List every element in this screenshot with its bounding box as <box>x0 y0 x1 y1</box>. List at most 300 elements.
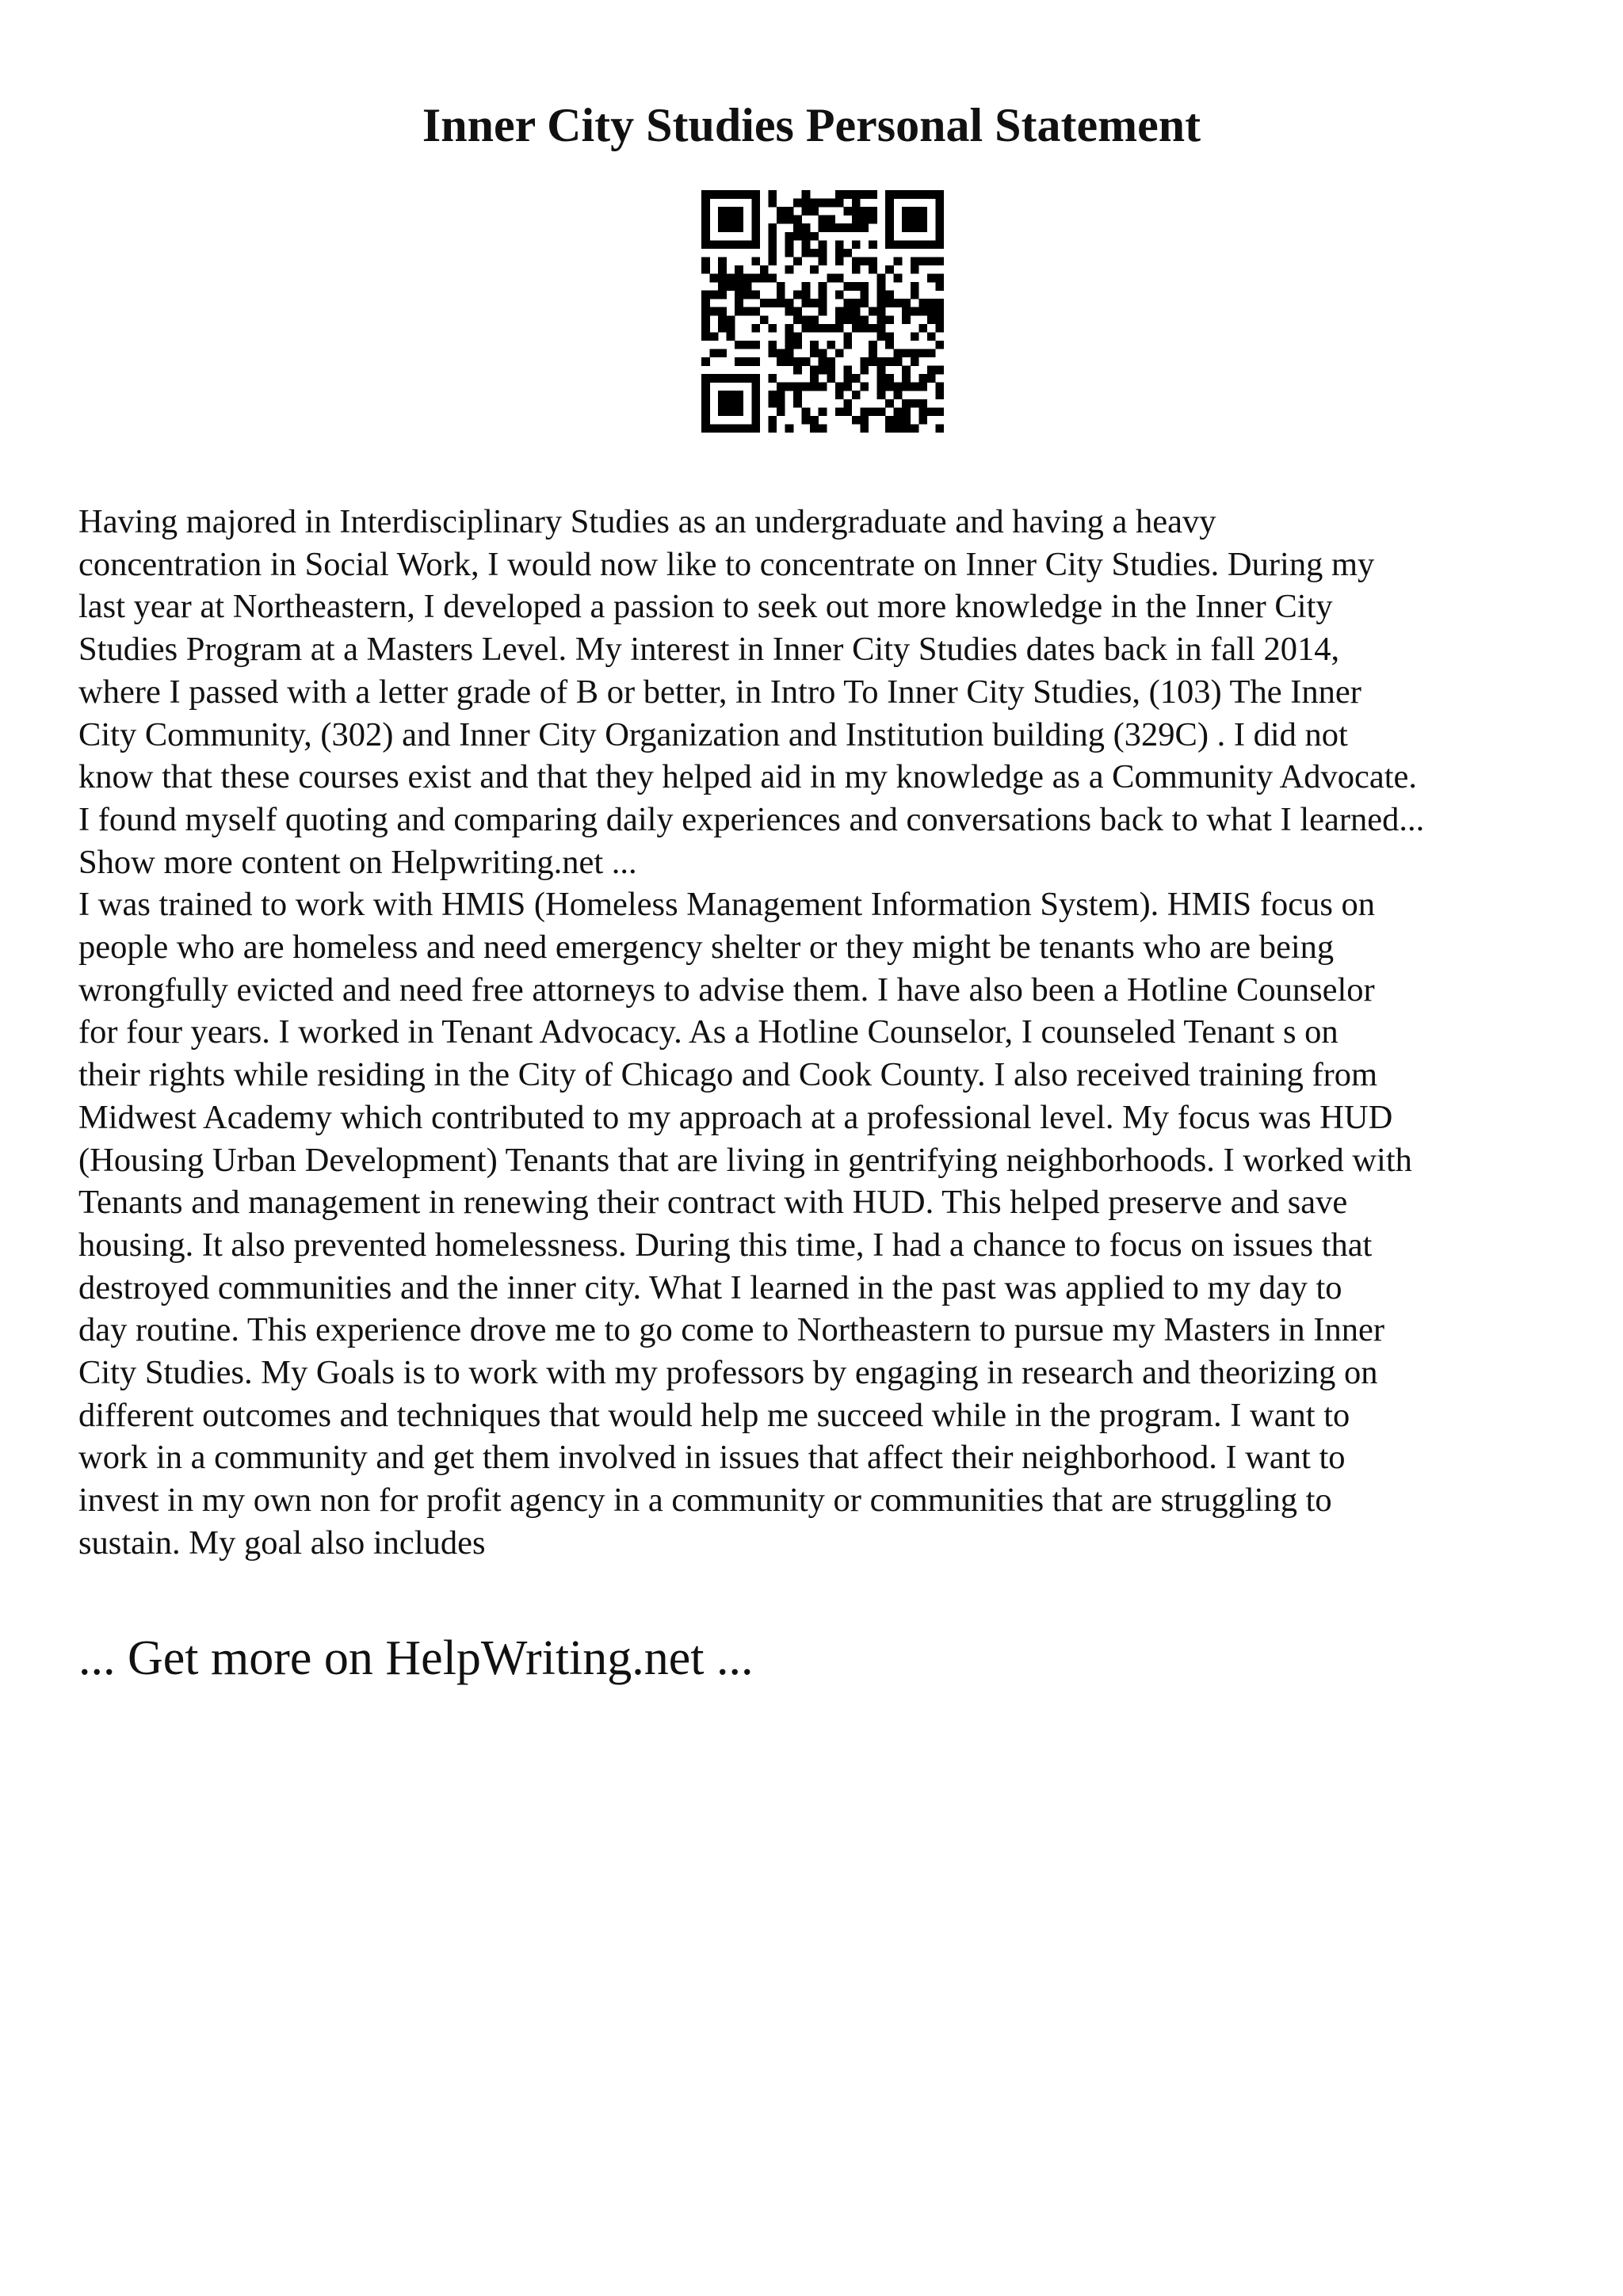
qr-module <box>911 282 919 291</box>
qr-module <box>743 240 752 249</box>
qr-module <box>885 291 894 299</box>
qr-module <box>760 299 769 307</box>
qr-module <box>911 357 919 366</box>
qr-module <box>927 299 936 307</box>
qr-module <box>718 324 727 333</box>
qr-module <box>885 232 894 241</box>
qr-module <box>701 357 710 366</box>
qr-module <box>718 424 727 433</box>
qr-module <box>768 190 777 199</box>
qr-module <box>935 324 944 333</box>
qr-module <box>860 315 869 324</box>
qr-module <box>777 282 785 291</box>
qr-module <box>852 315 861 324</box>
qr-module <box>860 407 869 416</box>
qr-module <box>727 274 735 283</box>
qr-module <box>735 399 743 408</box>
qr-module <box>885 199 894 208</box>
qr-module <box>793 391 802 399</box>
qr-module <box>727 207 735 215</box>
qr-module <box>918 324 927 333</box>
qr-module <box>810 265 819 274</box>
qr-module <box>701 240 710 249</box>
qr-module <box>751 391 760 399</box>
qr-module <box>802 282 811 291</box>
qr-module <box>793 315 802 324</box>
qr-module <box>735 190 743 199</box>
qr-module <box>918 399 927 408</box>
qr-module <box>843 190 852 199</box>
qr-module <box>793 357 802 366</box>
qr-module <box>751 324 760 333</box>
qr-module <box>727 391 735 399</box>
qr-module <box>869 207 877 215</box>
qr-module <box>860 424 869 433</box>
qr-module <box>701 232 710 241</box>
qr-module <box>777 349 785 357</box>
qr-module <box>768 223 777 232</box>
qr-module <box>918 349 927 357</box>
qr-module <box>701 223 710 232</box>
qr-module <box>935 407 944 416</box>
body-line: their rights while residing in the City of Chicago and Cook County. I also received training from <box>78 1056 1378 1094</box>
body-line: Studies Program at a Masters Level. My interest in Inner City Studies dates back in fall 2014, <box>78 631 1340 669</box>
qr-module <box>810 374 819 383</box>
qr-module <box>894 299 903 307</box>
qr-module <box>827 357 835 366</box>
qr-module <box>802 190 811 199</box>
qr-module <box>927 407 936 416</box>
body-line: know that these courses exist and that they helped aid in my knowledge as a Community Advocate. <box>78 758 1418 796</box>
qr-module <box>701 315 710 324</box>
qr-module <box>843 383 852 391</box>
qr-module <box>894 391 903 399</box>
qr-module <box>843 399 852 408</box>
get-more-link[interactable]: ... Get more on HelpWriting.net ... <box>78 1631 754 1685</box>
qr-module <box>894 416 903 425</box>
body-line: destroyed communities and the inner city. What I learned in the past was applied to my day to <box>78 1268 1342 1306</box>
qr-module <box>877 324 886 333</box>
qr-module <box>860 257 869 265</box>
qr-module <box>835 391 844 399</box>
qr-module <box>810 315 819 324</box>
qr-module <box>793 383 802 391</box>
qr-module <box>935 341 944 349</box>
qr-module <box>802 240 811 249</box>
qr-module <box>751 307 760 316</box>
qr-module <box>843 341 852 349</box>
qr-module <box>735 291 743 299</box>
qr-module <box>885 416 894 425</box>
body-line: City Studies. My Goals is to work with my professors by engaging in research and theorizing on <box>78 1354 1378 1392</box>
qr-module <box>911 332 919 341</box>
qr-module <box>751 341 760 349</box>
qr-module <box>885 207 894 215</box>
qr-module <box>894 257 903 265</box>
qr-module <box>902 374 911 383</box>
qr-module <box>751 199 760 208</box>
qr-module <box>935 299 944 307</box>
qr-module <box>877 374 886 383</box>
qr-module <box>894 424 903 433</box>
qr-module <box>735 223 743 232</box>
qr-module <box>751 223 760 232</box>
qr-module <box>751 407 760 416</box>
qr-module <box>727 240 735 249</box>
qr-module <box>793 399 802 408</box>
qr-module <box>810 416 819 425</box>
qr-module <box>743 274 752 283</box>
qr-module <box>727 315 735 324</box>
qr-module <box>710 349 719 357</box>
qr-module <box>785 307 794 316</box>
body-line: different outcomes and techniques that would help me succeed while in the program. I want to <box>78 1396 1350 1434</box>
qr-module <box>785 299 794 307</box>
qr-module <box>802 315 811 324</box>
qr-module <box>885 215 894 224</box>
qr-module <box>835 383 844 391</box>
qr-module <box>751 424 760 433</box>
qr-module <box>718 349 727 357</box>
qr-module <box>802 249 811 257</box>
qr-module <box>819 257 827 265</box>
qr-module <box>885 299 894 307</box>
qr-module <box>852 299 861 307</box>
qr-module <box>727 374 735 383</box>
qr-module <box>785 424 794 433</box>
qr-module <box>852 207 861 215</box>
qr-module <box>835 190 844 199</box>
qr-module <box>768 391 777 399</box>
qr-module <box>735 240 743 249</box>
qr-module <box>877 357 886 366</box>
qr-module <box>819 324 827 333</box>
qr-module <box>835 199 844 208</box>
qr-module <box>718 215 727 224</box>
qr-module <box>843 282 852 291</box>
qr-module <box>911 349 919 357</box>
qr-module <box>927 240 936 249</box>
qr-module <box>911 190 919 199</box>
body-line: concentration in Social Work, I would now like to concentrate on Inner City Studies. During my <box>78 545 1375 583</box>
qr-module <box>785 249 794 257</box>
qr-module <box>735 299 743 307</box>
qr-module <box>802 357 811 366</box>
qr-module <box>785 215 794 224</box>
qr-module <box>768 416 777 425</box>
qr-module <box>918 307 927 316</box>
body-line: invest in my own non for profit agency in a community or communities that are struggling to <box>78 1482 1332 1520</box>
qr-module <box>894 190 903 199</box>
qr-module <box>819 357 827 366</box>
qr-module <box>810 324 819 333</box>
qr-module <box>869 190 877 199</box>
qr-module <box>768 232 777 241</box>
qr-code-icon <box>701 190 944 433</box>
qr-module <box>718 391 727 399</box>
qr-module <box>852 199 861 208</box>
qr-module <box>793 332 802 341</box>
qr-module <box>819 291 827 299</box>
qr-module <box>877 315 886 324</box>
qr-module <box>935 315 944 324</box>
qr-module <box>902 424 911 433</box>
qr-module <box>885 374 894 383</box>
qr-module <box>777 407 785 416</box>
qr-module <box>835 315 844 324</box>
qr-module <box>843 332 852 341</box>
qr-module <box>885 424 894 433</box>
qr-module <box>918 207 927 215</box>
qr-module <box>785 341 794 349</box>
qr-module <box>869 265 877 274</box>
qr-module <box>710 190 719 199</box>
qr-module <box>785 232 794 241</box>
qr-module <box>743 357 752 366</box>
qr-module <box>735 207 743 215</box>
qr-module <box>727 282 735 291</box>
qr-module <box>701 416 710 425</box>
qr-module <box>735 307 743 316</box>
qr-module <box>743 374 752 383</box>
qr-module <box>927 307 936 316</box>
qr-module <box>785 324 794 333</box>
qr-module <box>827 366 835 375</box>
qr-module <box>793 307 802 316</box>
qr-module <box>710 424 719 433</box>
qr-module <box>935 207 944 215</box>
qr-module <box>918 240 927 249</box>
qr-module <box>777 215 785 224</box>
qr-module <box>701 424 710 433</box>
qr-module <box>902 307 911 316</box>
qr-module <box>885 357 894 366</box>
qr-module <box>935 223 944 232</box>
qr-module <box>869 307 877 316</box>
qr-module <box>885 265 894 274</box>
qr-module <box>927 349 936 357</box>
qr-module <box>935 274 944 283</box>
qr-module <box>852 257 861 265</box>
qr-module <box>860 282 869 291</box>
qr-module <box>902 407 911 416</box>
qr-module <box>911 399 919 408</box>
qr-module <box>911 424 919 433</box>
qr-module <box>701 257 710 265</box>
qr-module <box>802 232 811 241</box>
qr-module <box>835 240 844 249</box>
qr-module <box>843 366 852 375</box>
qr-module <box>768 324 777 333</box>
qr-module <box>852 307 861 316</box>
qr-module <box>793 257 802 265</box>
qr-module <box>768 341 777 349</box>
body-line: Having majored in Interdisciplinary Studies as an undergraduate and having a heavy <box>78 503 1216 540</box>
qr-module <box>751 257 760 265</box>
qr-module <box>860 383 869 391</box>
qr-module <box>802 199 811 208</box>
qr-module <box>793 291 802 299</box>
qr-module <box>860 291 869 299</box>
qr-module <box>701 299 710 307</box>
qr-module <box>902 416 911 425</box>
qr-module <box>810 232 819 241</box>
qr-module <box>710 332 719 341</box>
qr-module <box>911 291 919 299</box>
qr-module <box>935 232 944 241</box>
qr-module <box>852 265 861 274</box>
qr-module <box>810 207 819 215</box>
qr-module <box>751 399 760 408</box>
qr-module <box>877 307 886 316</box>
qr-module <box>785 207 794 215</box>
qr-module <box>743 307 752 316</box>
qr-module <box>819 366 827 375</box>
qr-module <box>718 223 727 232</box>
qr-module <box>918 374 927 383</box>
qr-module <box>718 407 727 416</box>
qr-module <box>768 240 777 249</box>
body-line: for four years. I worked in Tenant Advocacy. As a Hotline Counselor, I counseled Tenant s on <box>78 1013 1338 1051</box>
qr-module <box>793 199 802 208</box>
qr-module <box>701 374 710 383</box>
qr-module <box>885 383 894 391</box>
qr-module <box>935 307 944 316</box>
qr-module <box>894 349 903 357</box>
qr-module <box>802 407 811 416</box>
qr-module <box>860 366 869 375</box>
qr-module <box>718 190 727 199</box>
qr-module <box>860 190 869 199</box>
qr-module <box>802 207 811 215</box>
qr-module <box>810 249 819 257</box>
qr-module <box>760 274 769 283</box>
qr-module <box>785 357 794 366</box>
qr-module <box>911 257 919 265</box>
qr-module <box>819 307 827 316</box>
qr-module <box>843 407 852 416</box>
qr-module <box>710 374 719 383</box>
body-line: where I passed with a letter grade of B or better, in Intro To Inner City Studies, (103) The Inner <box>78 673 1361 711</box>
qr-module <box>902 383 911 391</box>
qr-module <box>869 257 877 265</box>
qr-module <box>777 391 785 399</box>
qr-module <box>793 232 802 241</box>
qr-module <box>701 383 710 391</box>
qr-module <box>727 223 735 232</box>
qr-module <box>918 190 927 199</box>
qr-module <box>735 215 743 224</box>
qr-module <box>835 349 844 357</box>
qr-module <box>827 341 835 349</box>
qr-module <box>718 274 727 283</box>
qr-module <box>852 391 861 399</box>
qr-module <box>751 232 760 241</box>
qr-module <box>768 399 777 408</box>
qr-module <box>701 407 710 416</box>
qr-module <box>927 374 936 383</box>
qr-module <box>877 391 886 399</box>
qr-module <box>902 207 911 215</box>
qr-module <box>819 424 827 433</box>
qr-module <box>735 282 743 291</box>
qr-module <box>911 265 919 274</box>
qr-module <box>869 240 877 249</box>
qr-module <box>701 332 710 341</box>
body-line: Show more content on Helpwriting.net ... <box>78 843 637 881</box>
qr-module <box>701 215 710 224</box>
qr-module <box>860 215 869 224</box>
qr-module <box>793 341 802 349</box>
qr-module <box>894 274 903 283</box>
qr-module <box>918 257 927 265</box>
qr-module <box>877 332 886 341</box>
qr-module <box>902 299 911 307</box>
qr-module <box>885 223 894 232</box>
qr-module <box>701 207 710 215</box>
qr-module <box>852 374 861 383</box>
qr-module <box>918 215 927 224</box>
qr-module <box>843 307 852 316</box>
qr-module <box>701 324 710 333</box>
qr-module <box>819 249 827 257</box>
qr-module <box>902 315 911 324</box>
qr-module <box>735 274 743 283</box>
qr-module <box>727 215 735 224</box>
qr-module <box>727 332 735 341</box>
qr-module <box>819 349 827 357</box>
qr-module <box>918 416 927 425</box>
qr-module <box>835 407 844 416</box>
qr-module <box>743 190 752 199</box>
qr-module <box>785 240 794 249</box>
qr-module <box>819 299 827 307</box>
qr-module <box>768 249 777 257</box>
qr-module <box>902 223 911 232</box>
qr-module <box>819 199 827 208</box>
qr-module <box>768 199 777 208</box>
qr-module <box>935 366 944 375</box>
qr-module <box>735 374 743 383</box>
qr-module <box>877 407 886 416</box>
qr-module <box>701 307 710 316</box>
qr-module <box>810 299 819 307</box>
qr-module <box>802 223 811 232</box>
qr-module <box>810 366 819 375</box>
qr-module <box>793 223 802 232</box>
qr-module <box>701 391 710 399</box>
qr-module <box>810 349 819 357</box>
qr-module <box>935 424 944 433</box>
qr-module <box>777 383 785 391</box>
qr-module <box>810 424 819 433</box>
qr-module <box>918 223 927 232</box>
qr-module <box>852 190 861 199</box>
qr-module <box>768 257 777 265</box>
qr-module <box>935 199 944 208</box>
qr-module <box>727 424 735 433</box>
qr-module <box>869 349 877 357</box>
qr-module <box>760 265 769 274</box>
qr-module <box>927 366 936 375</box>
qr-module <box>869 324 877 333</box>
qr-module <box>802 416 811 425</box>
qr-module <box>902 349 911 357</box>
qr-module <box>751 383 760 391</box>
qr-module <box>885 341 894 349</box>
qr-module <box>827 274 835 283</box>
qr-module <box>751 291 760 299</box>
